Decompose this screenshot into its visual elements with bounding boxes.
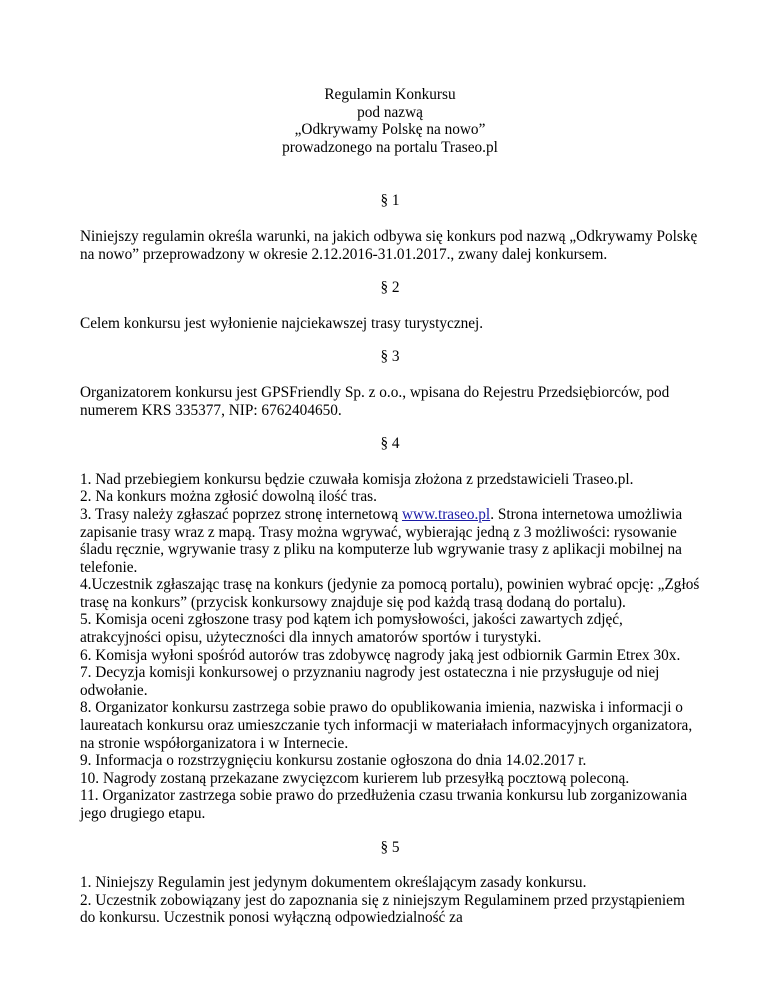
section-mark-3: § 3	[380, 348, 400, 366]
section-4-item-3-after: . Strona internetowa umożliwia zapisanie trasy wraz z mapą. Trasy można wgrywać, wybierając jedną z 3 możliwości: rysowanie śladu ręcznie, wgrywanie trasy z pliku na komputerze lub wgrywanie trasy z aplikacji mobilnej na telefonie.	[80, 505, 683, 576]
section-4-item-9: 9. Informacja o rozstrzygnięciu konkursu zostanie ogłoszona do dnia 14.02.2017 r.	[80, 752, 587, 770]
section-4-item-4: 4.Uczestnik zgłaszając trasę na konkurs (jedynie za pomocą portalu), powinien wybrać opcję: „Zgłoś trasę na konkurs” (przycisk konkursowy znajduje się pod każdą trasą dodaną do portalu).	[80, 576, 700, 611]
traseo-link[interactable]: www.traseo.pl	[401, 505, 491, 523]
section-mark-1: § 1	[380, 192, 400, 210]
section-4-item-1: 1. Nad przebiegiem konkursu będzie czuwała komisja złożona z przedstawicieli Traseo.pl.	[80, 470, 634, 488]
section-4-item-10: 10. Nagrody zostaną przekazane zwycięzcom kurierem lub przesyłką pocztową poleconą.	[80, 769, 630, 787]
section-mark-4: § 4	[380, 435, 400, 453]
section-4-item-6: 6. Komisja wyłoni spośród autorów tras zdobywcę nagrody jaką jest odbiornik Garmin Etrex 30x.	[80, 646, 681, 664]
section-4-item-7: 7. Decyzja komisji konkursowej o przyznaniu nagrody jest ostateczna i nie przysługuje od niej odwołanie.	[80, 664, 660, 699]
section-4-item-2: 2. Na konkurs można zgłosić dowolną ilość tras.	[80, 488, 377, 506]
section-mark-5: § 5	[380, 838, 400, 856]
section-mark-2: § 2	[380, 279, 400, 297]
section-5-item-1: 1. Niniejszy Regulamin jest jedynym dokumentem określającym zasady konkursu.	[80, 874, 587, 892]
section-4-item-8: 8. Organizator konkursu zastrzega sobie prawo do opublikowania imienia, nazwiska i informacji o laureatach konkursu oraz umieszczanie tych informacji w materiałach informacyjnych organizatora, na stronie współorganizatora i w Internecie.	[80, 699, 693, 752]
section-5-list	[80, 874, 700, 927]
section-4-item-3	[80, 506, 700, 576]
document-title	[80, 86, 700, 156]
section-5-item-2: 2. Uczestnik zobowiązany jest do zapoznania się z niniejszym Regulaminem przed przystąpieniem do konkursu. Uczestnik ponosi wyłączną odpowiedzialność za	[80, 891, 685, 927]
document-page	[80, 86, 700, 927]
section-4-item-5: 5. Komisja oceni zgłoszone trasy pod kątem ich pomysłowości, jakości zawartych zdjęć, atrakcyjności opisu, użyteczności dla innych amatorów sportów i turystyki.	[80, 611, 623, 647]
section-4-item-11: 11. Organizator zastrzega sobie prawo do przedłużenia czasu trwania konkursu lub zorganizowania jego drugiego etapu.	[80, 787, 688, 822]
section-3-text: Organizatorem konkursu jest GPSFriendly Sp. z o.o., wpisana do Rejestru Przedsiębiorców, pod numerem KRS 335377, NIP: 6762404650.	[80, 383, 670, 419]
title-line-4: prowadzonego na portalu Traseo.pl	[282, 138, 498, 156]
section-4-item-3-before: 3. Trasy należy zgłaszać poprzez stronę internetową	[80, 505, 402, 523]
section-4-list	[80, 471, 700, 823]
section-2-text: Celem konkursu jest wyłonienie najciekawszej trasy turystycznej.	[80, 314, 484, 332]
title-line-3: „Odkrywamy Polskę na nowo”	[294, 121, 486, 139]
title-line-1: Regulamin Konkursu	[324, 86, 456, 103]
section-1-text: Niniejszy regulamin określa warunki, na jakich odbywa się konkurs pod nazwą „Odkrywamy Polskę na nowo” przeprowadzony w okresie 2.12.2016-31.01.2017., zwany dalej konkursem.	[80, 227, 698, 263]
title-line-2: pod nazwą	[357, 103, 423, 121]
